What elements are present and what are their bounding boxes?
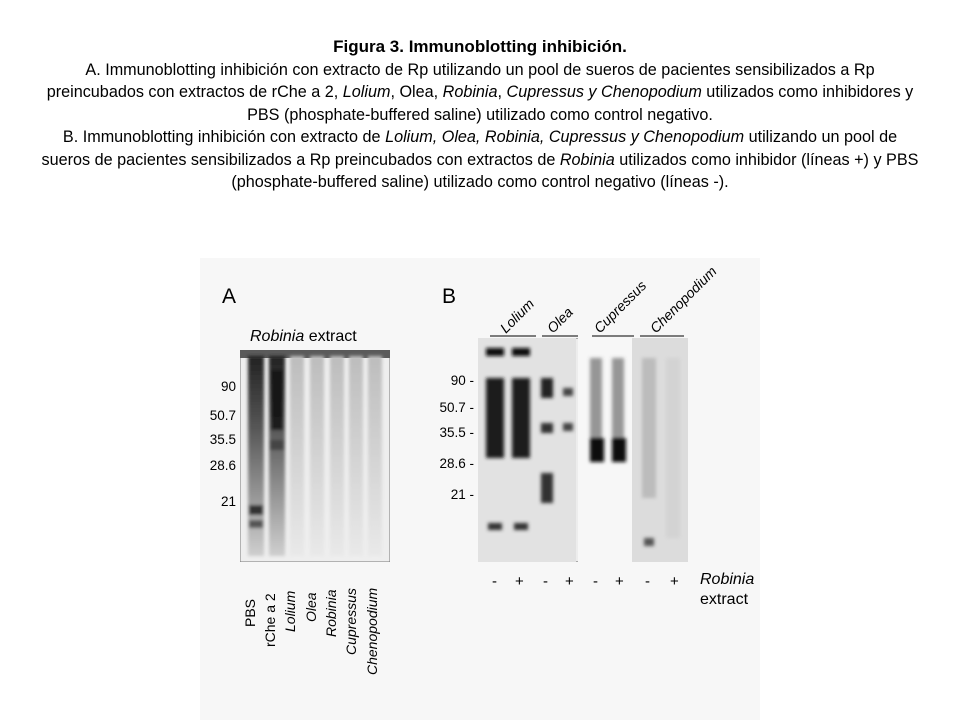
sign-2: -: [543, 573, 548, 590]
lane-label-a-1: rChe a 2: [262, 593, 278, 647]
lane-b-cupressus-minus: [590, 438, 604, 462]
caption-b-robinia: Robinia: [559, 150, 615, 169]
panel-b-mw-28: 28.6 -: [439, 456, 474, 471]
sign-1: +: [515, 573, 524, 590]
caption-a-cupressus: Cupressus y Chenopodium: [506, 83, 702, 101]
group-label-olea: Olea: [543, 303, 576, 336]
panel-a-blot: [240, 350, 390, 562]
lane-a-robinia: [330, 356, 344, 556]
caption-a-text: A. Immunoblotting inhibición con extracto de Rp utilizando un pool de sueros de pacientes sensibilizados a Rp preincubados con extractos de rChe a 2,: [46, 60, 875, 101]
lane-label-a-0: PBS: [242, 598, 258, 627]
panel-a-letter: A: [222, 285, 237, 308]
caption-a-sep2: ,: [497, 83, 507, 101]
sign-6: -: [645, 573, 650, 590]
caption-b-species: Lolium, Olea, Robinia, Cupressus y Chenopodium: [385, 128, 745, 146]
panel-b-mw-21: 21 -: [450, 487, 474, 502]
lane-b-lolium-plus: [512, 378, 530, 458]
lane-b-lolium-minus: [486, 378, 504, 458]
caption-b-text: B. Immunoblotting inhibición con extracto de: [62, 128, 386, 146]
lane-a-cupressus: [349, 356, 363, 556]
panel-b-blot: [478, 338, 688, 562]
caption-title: Figura 3. Immunoblotting inhibición.: [333, 37, 627, 56]
lane-label-a-2: Lolium: [282, 590, 298, 632]
caption-b-tail: utilizados como inhibidor (líneas +) y PBS (phosphate-buffered saline) utilizado como control negativo (líneas -).: [231, 150, 919, 191]
panel-b-letter: B: [442, 285, 457, 308]
immunoblot-figure: [200, 258, 760, 720]
caption-b-mid: utilizando un pool de sueros de pacientes sensibilizados a Rp preincubados con extractos de: [41, 128, 898, 169]
caption-a-tail: utilizados como inhibidores y PBS (phosphate-buffered saline) utilizado como control negativo.: [247, 83, 914, 124]
sign-3: +: [565, 573, 574, 590]
lane-a-lolium: [290, 356, 304, 556]
caption-part-b: [40, 126, 920, 194]
panel-b-footer-species: Robinia: [700, 571, 755, 588]
figure-caption: [40, 36, 920, 194]
caption-a-robinia: Robinia: [442, 83, 498, 101]
panel-b-mw-35: 35.5 -: [439, 425, 474, 440]
panel-b-mw-50: 50.7 -: [439, 400, 474, 415]
panel-b-mw-90: 90 -: [450, 373, 474, 388]
panel-a-mw-50: 50.7: [209, 408, 236, 423]
panel-a-header-rest: extract: [304, 328, 357, 345]
lane-a-olea: [310, 356, 324, 556]
sign-7: +: [670, 573, 679, 590]
panel-a-mw-35: 35.5: [209, 432, 236, 447]
panel-b-footer-extract: extract: [700, 591, 749, 608]
lane-label-a-4: Robinia: [323, 589, 339, 637]
panel-a-mw-28: 28.6: [209, 458, 236, 473]
lane-b-olea-plus: [563, 388, 573, 396]
sign-0: -: [492, 573, 497, 590]
lane-label-a-6: Chenopodium: [364, 587, 380, 675]
lane-label-a-5: Cupressus: [343, 588, 359, 655]
caption-part-a: [40, 59, 920, 127]
caption-a-sep1: , Olea,: [390, 83, 443, 101]
lane-label-a-3: Olea: [303, 592, 319, 622]
lane-a-chenopodium: [368, 356, 382, 556]
lane-b-chenopodium-minus: [642, 358, 656, 498]
group-label-cupressus: Cupressus: [590, 277, 650, 336]
panel-a-header-species: Robinia: [250, 328, 305, 345]
lane-b-chenopodium-plus: [666, 358, 680, 538]
caption-a-lolium: Lolium: [342, 83, 391, 101]
lane-b-olea-minus: [541, 378, 553, 398]
group-label-chenopodium: Chenopodium: [646, 263, 720, 336]
sign-5: +: [615, 573, 624, 590]
group-label-lolium: Lolium: [496, 295, 538, 336]
panel-a-header: [250, 328, 357, 346]
panel-a-mw-90: 90: [220, 379, 236, 394]
sign-4: -: [593, 573, 598, 590]
lane-b-cupressus-plus: [612, 438, 626, 462]
panel-a-mw-21: 21: [220, 494, 236, 509]
